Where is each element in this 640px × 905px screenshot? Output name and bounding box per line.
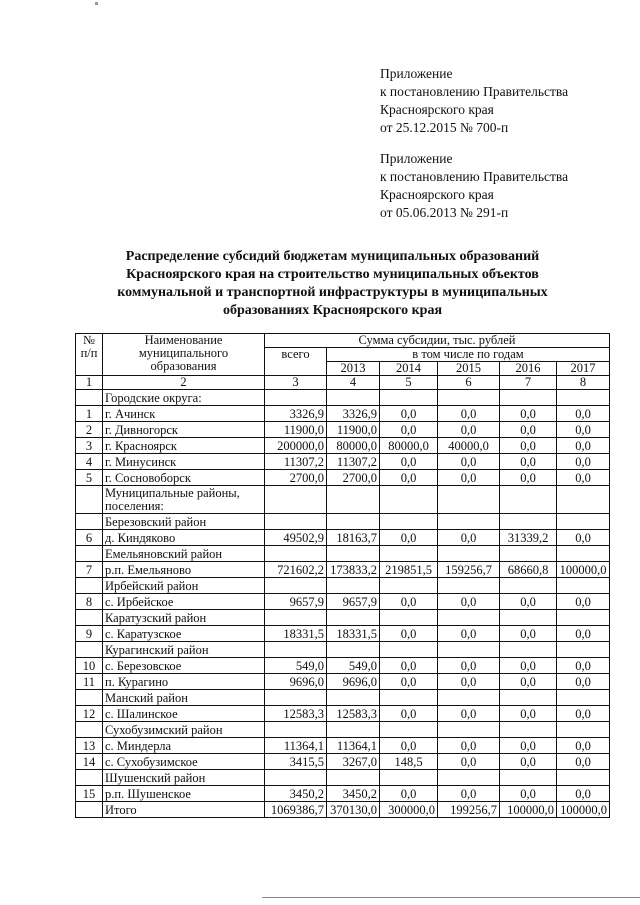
- value-cell: 0,0: [557, 438, 610, 454]
- header-year: 2017: [557, 362, 610, 376]
- value-cell: 31339,2: [500, 530, 557, 546]
- empty-cell: [557, 578, 610, 594]
- empty-cell: [76, 722, 103, 738]
- table-row: [76, 530, 610, 546]
- value-cell: 159256,7: [438, 562, 500, 578]
- empty-cell: [265, 390, 327, 406]
- column-number: 8: [557, 376, 610, 390]
- empty-cell: [327, 642, 380, 658]
- section-label: Емельяновский район: [103, 546, 265, 562]
- table-row: [76, 454, 610, 470]
- total-value: 300000,0: [380, 802, 438, 818]
- empty-cell: [327, 514, 380, 530]
- empty-cell: [265, 610, 327, 626]
- appendix-line: к постановлению Правительства: [380, 84, 569, 99]
- value-cell: 40000,0: [438, 438, 500, 454]
- value-cell: 18331,5: [265, 626, 327, 642]
- value-cell: 0,0: [557, 530, 610, 546]
- value-cell: 11900,0: [327, 422, 380, 438]
- value-cell: 0,0: [557, 738, 610, 754]
- document-title: [80, 248, 585, 320]
- empty-cell: [438, 770, 500, 786]
- empty-cell: [438, 546, 500, 562]
- value-cell: 173833,2: [327, 562, 380, 578]
- empty-cell: [265, 722, 327, 738]
- empty-cell: [327, 610, 380, 626]
- header-year: 2015: [438, 362, 500, 376]
- bottom-rule: [262, 897, 640, 898]
- value-cell: 3450,2: [327, 786, 380, 802]
- value-cell: 0,0: [438, 738, 500, 754]
- table-row: [76, 674, 610, 690]
- header-year: 2013: [327, 362, 380, 376]
- value-cell: 0,0: [438, 530, 500, 546]
- value-cell: 0,0: [438, 786, 500, 802]
- appendix-line: от 05.06.2013 № 291-п: [380, 205, 509, 220]
- value-cell: 49502,9: [265, 530, 327, 546]
- row-number: 13: [76, 738, 103, 754]
- value-cell: 219851,5: [380, 562, 438, 578]
- empty-cell: [500, 770, 557, 786]
- empty-cell: [438, 642, 500, 658]
- empty-cell: [76, 578, 103, 594]
- row-number: 1: [76, 406, 103, 422]
- table-row: [76, 594, 610, 610]
- value-cell: 721602,2: [265, 562, 327, 578]
- empty-cell: [557, 546, 610, 562]
- row-name: с. Миндерла: [103, 738, 265, 754]
- empty-cell: [500, 690, 557, 706]
- total-value: 100000,0: [557, 802, 610, 818]
- table-row: [76, 738, 610, 754]
- empty-cell: [76, 390, 103, 406]
- value-cell: 0,0: [500, 422, 557, 438]
- empty-cell: [327, 770, 380, 786]
- row-name: р.п. Емельяново: [103, 562, 265, 578]
- row-name: с. Ирбейское: [103, 594, 265, 610]
- title-line: Распределение субсидий бюджетам муниципальных образований: [125, 249, 540, 264]
- scan-mark: [95, 2, 98, 5]
- row-number: 2: [76, 422, 103, 438]
- empty-cell: [327, 390, 380, 406]
- value-cell: 0,0: [557, 754, 610, 770]
- empty-cell: [438, 690, 500, 706]
- appendix-line: от 25.12.2015 № 700-п: [380, 120, 509, 135]
- table-row: [76, 658, 610, 674]
- row-number: 8: [76, 594, 103, 610]
- value-cell: 0,0: [438, 454, 500, 470]
- value-cell: 0,0: [500, 438, 557, 454]
- empty-cell: [327, 546, 380, 562]
- section-row: [76, 770, 610, 786]
- row-number: 12: [76, 706, 103, 722]
- section-row: [76, 390, 610, 406]
- empty-cell: [500, 722, 557, 738]
- empty-cell: [380, 642, 438, 658]
- empty-cell: [500, 578, 557, 594]
- table-row: [76, 626, 610, 642]
- row-number: 4: [76, 454, 103, 470]
- empty-cell: [380, 722, 438, 738]
- section-label: Городские округа:: [103, 390, 265, 406]
- value-cell: 0,0: [500, 786, 557, 802]
- value-cell: 0,0: [438, 422, 500, 438]
- value-cell: 11364,1: [327, 738, 380, 754]
- empty-cell: [76, 546, 103, 562]
- column-number: 4: [327, 376, 380, 390]
- row-name: с. Сухобузимское: [103, 754, 265, 770]
- row-number: 14: [76, 754, 103, 770]
- value-cell: 0,0: [380, 530, 438, 546]
- empty-cell: [380, 390, 438, 406]
- value-cell: 549,0: [265, 658, 327, 674]
- row-name: г. Минусинск: [103, 454, 265, 470]
- row-number: 10: [76, 658, 103, 674]
- value-cell: 0,0: [380, 422, 438, 438]
- title-line: Красноярского края на строительство муниципальных объектов: [126, 267, 539, 282]
- value-cell: 148,5: [380, 754, 438, 770]
- empty-cell: [438, 486, 500, 514]
- appendix-line: Приложение: [380, 66, 453, 81]
- section-row: [76, 642, 610, 658]
- value-cell: 0,0: [500, 658, 557, 674]
- value-cell: 0,0: [380, 658, 438, 674]
- row-number: 7: [76, 562, 103, 578]
- section-label: Ирбейский район: [103, 578, 265, 594]
- row-name: с. Березовское: [103, 658, 265, 674]
- value-cell: 0,0: [500, 626, 557, 642]
- value-cell: 0,0: [380, 674, 438, 690]
- column-number: 3: [265, 376, 327, 390]
- appendix-line: Красноярского края: [380, 187, 494, 202]
- value-cell: 0,0: [380, 454, 438, 470]
- value-cell: 2700,0: [265, 470, 327, 486]
- empty-cell: [265, 642, 327, 658]
- empty-cell: [76, 514, 103, 530]
- value-cell: 9657,9: [327, 594, 380, 610]
- section-label: Курагинский район: [103, 642, 265, 658]
- table-row: [76, 406, 610, 422]
- empty-cell: [327, 578, 380, 594]
- value-cell: 12583,3: [265, 706, 327, 722]
- header-number: № п/п: [76, 334, 103, 376]
- empty-cell: [380, 486, 438, 514]
- section-row: [76, 546, 610, 562]
- empty-cell: [265, 578, 327, 594]
- empty-cell: [380, 578, 438, 594]
- value-cell: 0,0: [380, 406, 438, 422]
- table-row: [76, 754, 610, 770]
- value-cell: 80000,0: [327, 438, 380, 454]
- empty-cell: [500, 486, 557, 514]
- column-number: 7: [500, 376, 557, 390]
- empty-cell: [380, 514, 438, 530]
- value-cell: 9657,9: [265, 594, 327, 610]
- value-cell: 0,0: [438, 754, 500, 770]
- empty-cell: [76, 610, 103, 626]
- empty-cell: [265, 486, 327, 514]
- value-cell: 0,0: [557, 786, 610, 802]
- empty-cell: [265, 770, 327, 786]
- empty-cell: [438, 390, 500, 406]
- value-cell: 3326,9: [265, 406, 327, 422]
- column-number: 2: [103, 376, 265, 390]
- table-row: [76, 706, 610, 722]
- subsidy-table: [75, 333, 610, 818]
- header-year: 2016: [500, 362, 557, 376]
- total-value: 199256,7: [438, 802, 500, 818]
- value-cell: 0,0: [438, 626, 500, 642]
- value-cell: 0,0: [557, 454, 610, 470]
- header-name: Наименование муниципального образования: [103, 334, 265, 376]
- value-cell: 11900,0: [265, 422, 327, 438]
- table-row: [76, 422, 610, 438]
- section-label: Березовский район: [103, 514, 265, 530]
- empty-cell: [380, 546, 438, 562]
- empty-cell: [327, 722, 380, 738]
- value-cell: 2700,0: [327, 470, 380, 486]
- value-cell: 3326,9: [327, 406, 380, 422]
- value-cell: 0,0: [500, 754, 557, 770]
- value-cell: 0,0: [557, 706, 610, 722]
- value-cell: 11307,2: [327, 454, 380, 470]
- header-sum: Сумма субсидии, тыс. рублей: [265, 334, 610, 348]
- value-cell: 0,0: [500, 454, 557, 470]
- table-row: [76, 470, 610, 486]
- row-name: г. Дивногорск: [103, 422, 265, 438]
- value-cell: 11307,2: [265, 454, 327, 470]
- total-label: Итого: [103, 802, 265, 818]
- value-cell: 0,0: [557, 626, 610, 642]
- title-line: коммунальной и транспортной инфраструктуры в муниципальных: [117, 285, 548, 300]
- column-number: 6: [438, 376, 500, 390]
- value-cell: 0,0: [380, 738, 438, 754]
- column-number: 1: [76, 376, 103, 390]
- row-name: с. Шалинское: [103, 706, 265, 722]
- empty-cell: [557, 486, 610, 514]
- empty-cell: [557, 770, 610, 786]
- appendix-note-original: [380, 150, 568, 222]
- total-value: 100000,0: [500, 802, 557, 818]
- value-cell: 200000,0: [265, 438, 327, 454]
- header-years: в том числе по годам: [327, 348, 610, 362]
- row-number: 15: [76, 786, 103, 802]
- empty-cell: [500, 514, 557, 530]
- value-cell: 0,0: [438, 658, 500, 674]
- value-cell: 0,0: [438, 406, 500, 422]
- section-label: Каратузский район: [103, 610, 265, 626]
- table-row: [76, 786, 610, 802]
- value-cell: 9696,0: [265, 674, 327, 690]
- value-cell: 0,0: [557, 658, 610, 674]
- empty-cell: [76, 690, 103, 706]
- row-name: д. Киндяково: [103, 530, 265, 546]
- total-value: 1069386,7: [265, 802, 327, 818]
- empty-cell: [500, 642, 557, 658]
- empty-cell: [327, 690, 380, 706]
- value-cell: 0,0: [500, 738, 557, 754]
- row-number: 11: [76, 674, 103, 690]
- empty-cell: [557, 610, 610, 626]
- empty-cell: [557, 722, 610, 738]
- value-cell: 0,0: [380, 626, 438, 642]
- value-cell: 0,0: [380, 706, 438, 722]
- empty-cell: [500, 546, 557, 562]
- empty-cell: [557, 390, 610, 406]
- empty-cell: [265, 546, 327, 562]
- row-name: п. Курагино: [103, 674, 265, 690]
- empty-cell: [500, 390, 557, 406]
- value-cell: 0,0: [438, 594, 500, 610]
- empty-cell: [438, 610, 500, 626]
- header-year: 2014: [380, 362, 438, 376]
- empty-cell: [265, 514, 327, 530]
- value-cell: 18163,7: [327, 530, 380, 546]
- section-label: Муниципальные районы, поселения:: [103, 486, 265, 514]
- value-cell: 0,0: [438, 706, 500, 722]
- value-cell: 3415,5: [265, 754, 327, 770]
- section-label: Сухобузимский район: [103, 722, 265, 738]
- empty-cell: [265, 690, 327, 706]
- header-total: всего: [265, 348, 327, 376]
- empty-cell: [557, 514, 610, 530]
- empty-cell: [380, 610, 438, 626]
- row-name: р.п. Шушенское: [103, 786, 265, 802]
- value-cell: 0,0: [557, 470, 610, 486]
- value-cell: 0,0: [380, 470, 438, 486]
- empty-cell: [76, 802, 103, 818]
- value-cell: 9696,0: [327, 674, 380, 690]
- appendix-line: Красноярского края: [380, 102, 494, 117]
- value-cell: 12583,3: [327, 706, 380, 722]
- section-row: [76, 514, 610, 530]
- appendix-line: Приложение: [380, 151, 453, 166]
- table-row: [76, 562, 610, 578]
- appendix-line: к постановлению Правительства: [380, 169, 569, 184]
- value-cell: 3450,2: [265, 786, 327, 802]
- value-cell: 0,0: [500, 470, 557, 486]
- section-row: [76, 722, 610, 738]
- row-number: 3: [76, 438, 103, 454]
- value-cell: 0,0: [438, 674, 500, 690]
- section-row: [76, 486, 610, 514]
- value-cell: 0,0: [500, 674, 557, 690]
- empty-cell: [438, 722, 500, 738]
- empty-cell: [380, 690, 438, 706]
- section-row: [76, 690, 610, 706]
- empty-cell: [500, 610, 557, 626]
- title-line: образованиях Красноярского края: [222, 303, 443, 318]
- value-cell: 0,0: [380, 786, 438, 802]
- value-cell: 0,0: [500, 594, 557, 610]
- value-cell: 3267,0: [327, 754, 380, 770]
- value-cell: 0,0: [380, 594, 438, 610]
- empty-cell: [557, 642, 610, 658]
- row-number: 6: [76, 530, 103, 546]
- empty-cell: [438, 578, 500, 594]
- value-cell: 18331,5: [327, 626, 380, 642]
- value-cell: 0,0: [557, 674, 610, 690]
- empty-cell: [557, 690, 610, 706]
- value-cell: 100000,0: [557, 562, 610, 578]
- table-row: [76, 438, 610, 454]
- value-cell: 0,0: [438, 470, 500, 486]
- value-cell: 0,0: [557, 594, 610, 610]
- row-name: г. Ачинск: [103, 406, 265, 422]
- section-label: Шушенский район: [103, 770, 265, 786]
- value-cell: 80000,0: [380, 438, 438, 454]
- row-number: 5: [76, 470, 103, 486]
- total-row: [76, 802, 610, 818]
- appendix-note-current: [380, 65, 568, 137]
- value-cell: 549,0: [327, 658, 380, 674]
- row-name: г. Сосновоборск: [103, 470, 265, 486]
- value-cell: 0,0: [500, 706, 557, 722]
- total-value: 370130,0: [327, 802, 380, 818]
- row-name: с. Каратузское: [103, 626, 265, 642]
- value-cell: 0,0: [557, 406, 610, 422]
- empty-cell: [380, 770, 438, 786]
- section-row: [76, 610, 610, 626]
- value-cell: 11364,1: [265, 738, 327, 754]
- empty-cell: [327, 486, 380, 514]
- row-number: 9: [76, 626, 103, 642]
- empty-cell: [76, 642, 103, 658]
- section-label: Манский район: [103, 690, 265, 706]
- value-cell: 0,0: [500, 406, 557, 422]
- empty-cell: [438, 514, 500, 530]
- value-cell: 68660,8: [500, 562, 557, 578]
- empty-cell: [76, 486, 103, 514]
- column-number: 5: [380, 376, 438, 390]
- section-row: [76, 578, 610, 594]
- empty-cell: [76, 770, 103, 786]
- value-cell: 0,0: [557, 422, 610, 438]
- row-name: г. Красноярск: [103, 438, 265, 454]
